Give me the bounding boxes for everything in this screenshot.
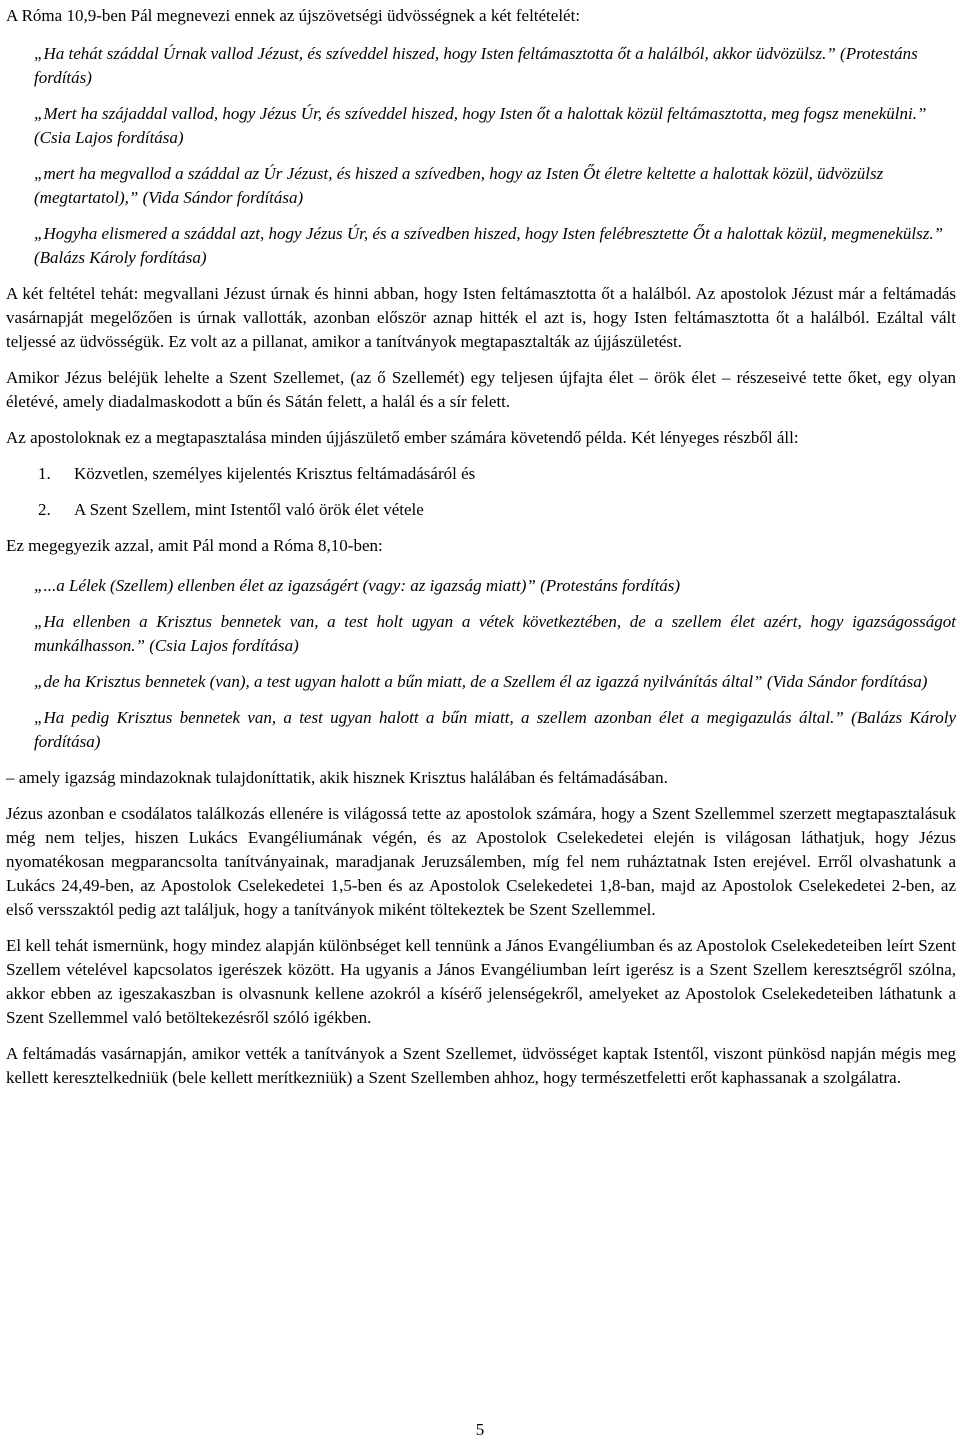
quote-source: (Balázs Károly fordítása): [34, 708, 956, 751]
paragraph-righteousness: – amely igazság mindazoknak tulajdoníttatik, akik hisznek Krisztus halálában és feltámadásában.: [6, 768, 668, 787]
quote-text: „Ha pedig Krisztus bennetek van, a test ugyan halott a bűn miatt, a szellem azonban élet a megigazulás által.”: [34, 708, 844, 727]
quote-balazs: [34, 222, 956, 270]
quote-block-romans-8: [6, 574, 956, 754]
list-number: 2.: [38, 500, 51, 519]
quote-source: (Vida Sándor fordítása): [762, 672, 928, 691]
quote-source: (Vida Sándor fordítása): [138, 188, 304, 207]
paragraph-conditions: A két feltétel tehát: megvallani Jézust úrnak és hinni abban, hogy Isten feltámasztotta őt a halálból. Az apostolok Jézust már a feltámadás vasárnapját megelőzően is úrnak vallották, azonban először aznap hitték el azt is, hogy Isten feltámasztotta őt a halálból. Ezáltal vált teljessé az üdvösségük. Ez volt az a pillanat, amikor a tanítványok megtapasztalták az újjászületést.: [6, 284, 956, 351]
quote-csia: [34, 102, 956, 150]
paragraph-holy-spirit: Amikor Jézus beléjük lehelte a Szent Szellemet, (az ő Szellemét) egy teljesen újfajta élet – örök élet – részeseivé tette őket, egy olyan életévé, amely diadalmaskodott a bűn és Sátán felett, a halál és a sír felett.: [6, 368, 956, 411]
paragraph-pentecost: A feltámadás vasárnapján, amikor vették a tanítványok a Szent Szellemet, üdvösséget kaptak Istentől, viszont pünkösd napján mégis meg kellett keresztelkedniük (bele kellett merítkezniük) a Szent Szellemben ahhoz, hogy természetfeletti erőt kaphassanak a szolgálatra.: [6, 1044, 956, 1087]
paragraph-difference: El kell tehát ismernünk, hogy mindez alapján különbséget kell tennünk a János Evangéliumban és az Apostolok Cselekedeteiben leírt Szent Szellem vételével kapcsolatos igerészek között. Ha ugyanis a János Evangéliumban leírt igerész is a Szent Szellem keresztségről szólna, akkor ebben az igeszakaszban is olvasnunk kellene azokról a kísérő jelenségekről, amelyeket az Apostolok Cselekedeteiben láthatunk a Szent Szellemmel való betöltekezésről szóló igékben.: [6, 936, 956, 1027]
list-text: A Szent Szellem, mint Istentől való örök élet vétele: [74, 500, 424, 519]
quote-csia: [34, 610, 956, 658]
quote-text: „...a Lélek (Szellem) ellenben élet az igazságért (vagy: az igazság miatt)”: [34, 576, 536, 595]
quote-protestant: [34, 574, 956, 598]
paragraph-jerusalem: Jézus azonban e csodálatos találkozás ellenére is világossá tette az apostolok számára, hogy a Szent Szellemmel szerzett megtapasztalásuk még nem teljes, hiszen Lukács Evangéliumának végén, és az Apostolok Cselekedetei elején is világosan láthatjuk, hogy Jézus nyomatékosan megparancsolta tanítványainak, maradjanak Jeruzsálemben, míg fel nem ruháztatnak Isten erejével. Erről olvashatunk a Lukács 24,49-ben, az Apostolok Cselekedetei 1,5-ben és az Apostolok Cselekedetei 1,8-ban, majd az Apostolok Cselekedetei 2-ben, az első versszaktól pedig azt találjuk, hogy a tanítványok miként töltekeztek be Szent Szellemmel.: [6, 804, 956, 919]
paragraph-example: Az apostoloknak ez a megtapasztalása minden újjászülető ember számára követendő példa. Két lényeges részből áll:: [6, 428, 799, 447]
quote-text: „Ha ellenben a Krisztus bennetek van, a test holt ugyan a vétek következtében, de a szellem élet azért, hogy igazságosságot munkálhasson.”: [34, 612, 956, 655]
quote-text: „Ha tehát száddal Úrnak vallod Jézust, és szíveddel hiszed, hogy Isten feltámasztotta őt a halálból, akkor üdvözülsz.”: [34, 44, 836, 63]
numbered-list: [6, 462, 956, 522]
quote-source: (Protestáns fordítás): [34, 44, 918, 87]
quote-text: „Mert ha szájaddal vallod, hogy Jézus Úr, és szíveddel hiszed, hogy Isten őt a halottak közül feltámasztotta, meg fogsz menekülni.”: [34, 104, 927, 123]
quote-vida: [34, 670, 956, 694]
intro-paragraph: A Róma 10,9-ben Pál megnevezi ennek az újszövetségi üdvösségnek a két feltételét:: [6, 6, 581, 25]
quote-source: (Csia Lajos fordítása): [144, 636, 299, 655]
quote-source: (Balázs Károly fordítása): [34, 248, 207, 267]
list-item: [38, 498, 956, 522]
list-text: Közvetlen, személyes kijelentés Krisztus feltámadásáról és: [74, 464, 476, 483]
quote-text: „Hogyha elismered a száddal azt, hogy Jézus Úr, és a szívedben hiszed, hogy Isten felébresztette Őt a halottak közül, megmenekülsz.”: [34, 224, 944, 243]
page-number: 5: [475, 1420, 485, 1439]
list-number: 1.: [38, 464, 51, 483]
quote-balazs: [34, 706, 956, 754]
quote-text: „de ha Krisztus bennetek (van), a test ugyan halott a bűn miatt, de a Szellem él az igazzá nyilvánítás által”: [34, 672, 763, 691]
quote-vida: [34, 162, 956, 210]
document-page: [6, 4, 956, 1102]
quote-block-romans-10: [6, 42, 956, 270]
quote-source: (Protestáns fordítás): [535, 576, 681, 595]
list-item: [38, 462, 956, 486]
quote-protestant: [34, 42, 956, 90]
paragraph-romans-8: Ez megegyezik azzal, amit Pál mond a Róma 8,10-ben:: [6, 536, 383, 555]
quote-text: „mert ha megvallod a száddal az Úr Jézust, és hiszed a szívedben, hogy az Isten Őt életre keltette a halottak közül, üdvözülsz (megtartatol),”: [34, 164, 884, 207]
quote-source: (Csia Lajos fordítása): [34, 128, 184, 147]
